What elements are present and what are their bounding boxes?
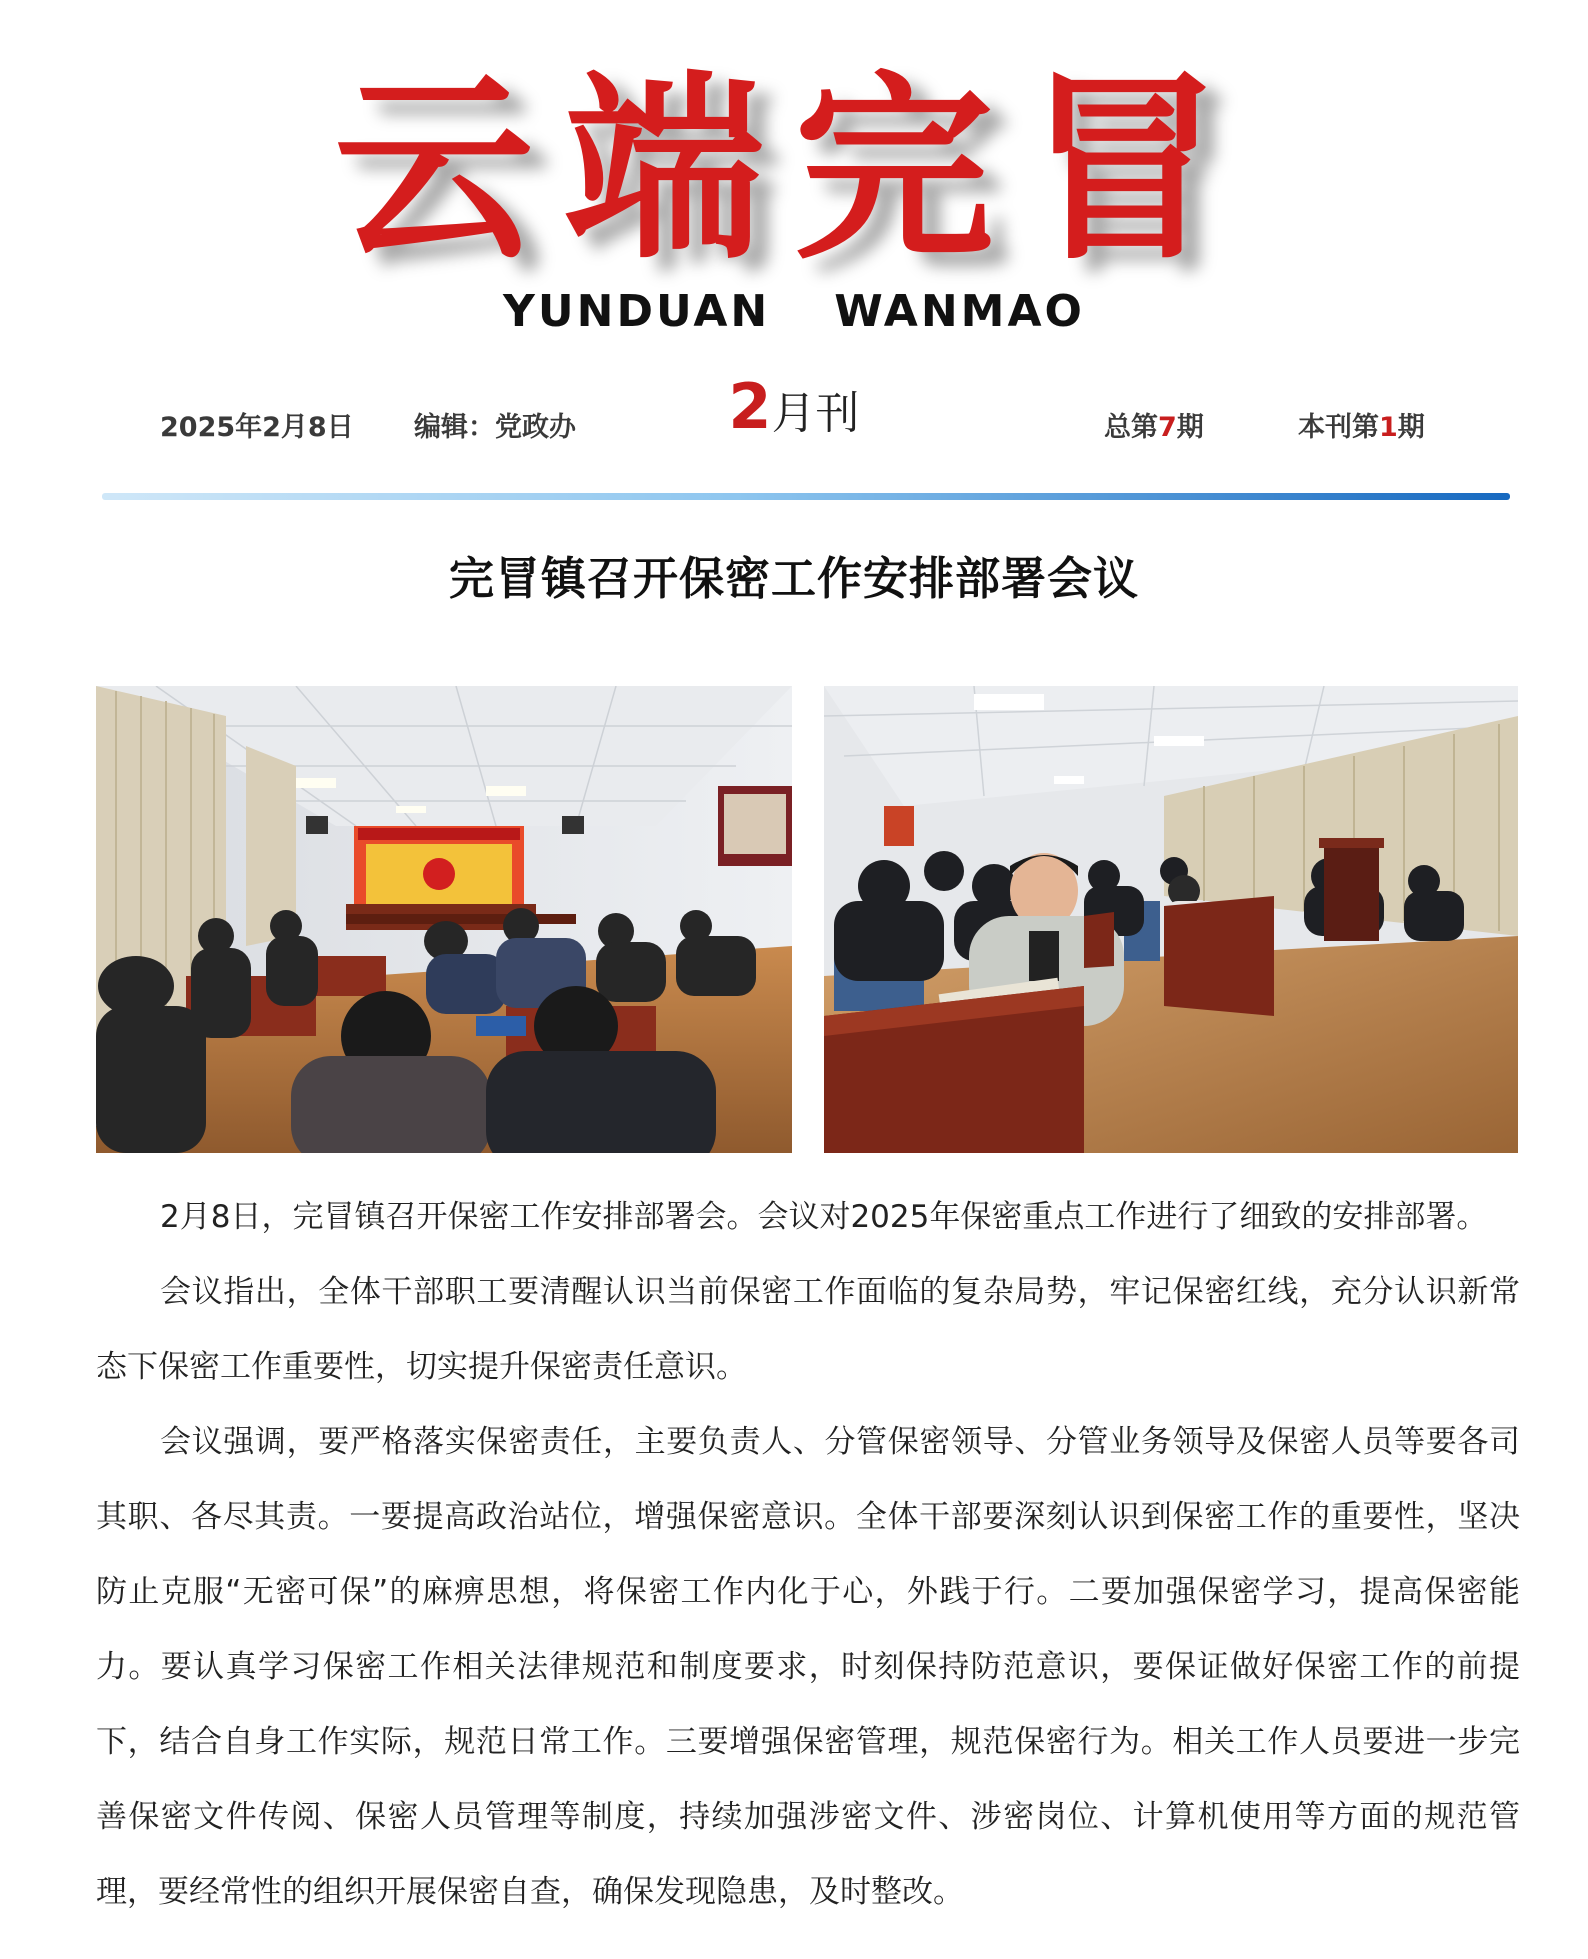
article-paragraph-3: 会议强调，要严格落实保密责任，主要负责人、分管保密领导、分管业务领导及保密人员等要各司其职、各尽其责。一要提高政治站位，增强保密意识。全体干部要深刻认识到保密工作的重要性，坚决防止克服“无密可保”的麻痹思想，将保密工作内化于心，外践于行。二要加强保密学习，提高保密能力。要认真学习保密工作相关法律规范和制度要求，时刻保持防范意识，要保证做好保密工作的前提下，结合自身工作实际，规范日常工作。三要增强保密管理，规范保密行为。相关工作人员要进一步完善保密文件传阅、保密人员管理等制度，持续加强涉密文件、涉密岗位、计算机使用等方面的规范管理，要经常性的组织开展保密自查，确保发现隐患，及时整改。 (96, 1424, 1520, 1910)
current-issue-number: 1 (1379, 412, 1398, 443)
masthead-title: 云端完冒 (333, 52, 1254, 287)
header-divider (102, 493, 1510, 500)
total-issue (1104, 405, 1204, 444)
current-issue (1298, 405, 1425, 444)
total-issue-number: 7 (1158, 412, 1177, 443)
issue-month-suffix: 月刊 (771, 388, 860, 439)
current-issue-suffix: 期 (1397, 412, 1425, 443)
pinyin-wanmao: WANMAO (834, 286, 1085, 337)
meeting-photo-left (96, 686, 792, 1153)
issue-info-row (0, 370, 1588, 450)
article-paragraph-2: 会议指出，全体干部职工要清醒认识当前保密工作面临的复杂局势，牢记保密红线，充分认识新常态下保密工作重要性，切实提升保密责任意识。 (96, 1274, 1520, 1385)
issue-date: 2025年2月8日 (160, 412, 354, 443)
issue-month-number: 2 (728, 370, 772, 443)
editor-label: 编辑：党政办 (414, 412, 576, 443)
masthead (0, 40, 1588, 340)
total-issue-suffix: 期 (1176, 412, 1204, 443)
article-body (96, 1180, 1520, 1930)
article-paragraph-1: 2月8日，完冒镇召开保密工作安排部署会。会议对2025年保密重点工作进行了细致的安排部署。 (160, 1199, 1488, 1235)
current-issue-prefix: 本刊第 (1298, 412, 1379, 443)
pinyin-yunduan: YUNDUAN (503, 286, 771, 337)
meeting-photo-right (824, 686, 1518, 1153)
masthead-pinyin (0, 286, 1588, 337)
article-headline: 完冒镇召开保密工作安排部署会议 (448, 552, 1139, 605)
total-issue-prefix: 总第 (1104, 412, 1158, 443)
